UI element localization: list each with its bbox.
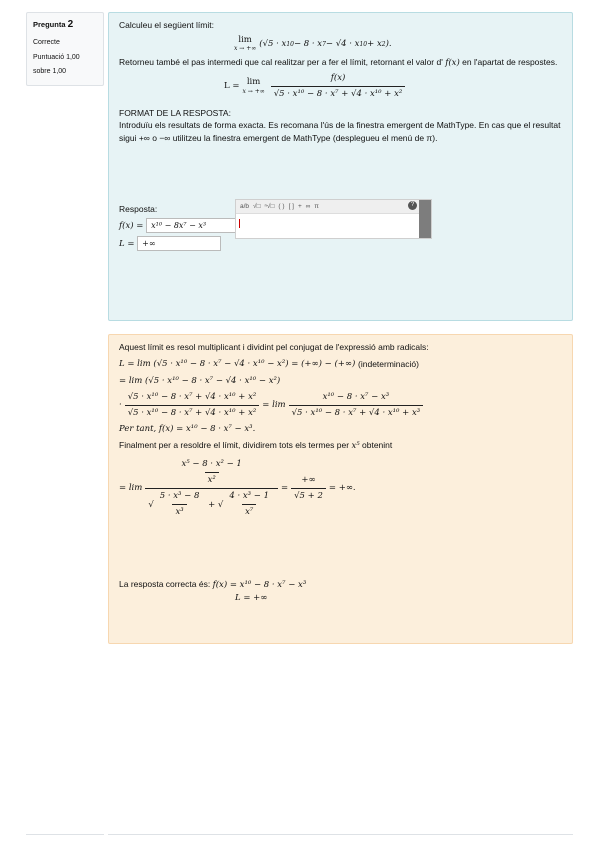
answer-fx-input[interactable]: x¹⁰ − 8x⁷ − x³ [146, 218, 238, 233]
feedback-panel [108, 334, 573, 644]
sqrt-button[interactable]: √□ [253, 203, 261, 210]
correct-answer: La resposta correcta és: f(x) = x¹⁰ − 8 · x⁷ − x³ [119, 579, 307, 591]
answer-L-row: L = +∞ [119, 236, 562, 251]
feedback-line-1: L = lim (√5 · x¹⁰ − 8 · x⁷ − √4 · x¹⁰ − x²) = (+∞) − (+∞) (indeterminació) [119, 358, 419, 369]
footer-divider-right [108, 834, 573, 835]
correct-L: L = +∞ [235, 593, 268, 603]
question-info-panel [26, 12, 104, 86]
fraction-button[interactable]: a/b [240, 203, 250, 210]
format-title: FORMAT DE LA RESPOSTA: [119, 107, 231, 118]
editor-scrollbar[interactable] [419, 200, 431, 238]
question-state: Correcte [33, 39, 60, 46]
L-fraction: $\frac{f(x)}{\text{√5 · x¹⁰ − 8 · x⁷ + √4 · x¹⁰ + x²}}$ [271, 72, 406, 101]
response-label: Resposta: [119, 203, 158, 214]
mathtype-toolbar [236, 200, 431, 214]
question-instructions: Retorneu també el pas intermedi que cal realitzar per a fer el límit, retornant el valor d' f(x) en l'apartat de respostes. [119, 57, 558, 69]
footer-divider-left [26, 834, 104, 835]
editor-caret [239, 219, 240, 228]
answer-L-input[interactable]: +∞ [137, 236, 221, 251]
answer-fx-row: f(x) = x¹⁰ − 8x⁷ − x³ [119, 218, 562, 233]
infinity-button[interactable]: ∞ [305, 203, 311, 210]
feedback-line-3: · $\frac{\text{√5 · x¹⁰ − 8 · x⁷ + √4 · x¹⁰ + x²}}{\text{√5 · x¹⁰ − 8 · x⁷ + √4 · x¹⁰ + x²}}$ = lim $\frac{\text{x¹⁰ − 8 · x⁷ − x³}}{\text{√5 · x¹⁰ − 8 · x⁷ + √4 · x¹⁰ + x³}}$ [119, 391, 562, 420]
per-tant: Per tant, f(x) = x¹⁰ − 8 · x⁷ − x³. [119, 423, 256, 434]
question-content [108, 12, 573, 321]
pi-menu-button[interactable]: π [314, 203, 319, 210]
nroot-button[interactable]: ⁿ√□ [264, 203, 275, 210]
format-text: Introduïu els resultats de forma exacta. Es recomana l'ús de la finestra emergent de MathType. En cas que el resultat sigui +∞ o −∞ utilitzeu la finestra emergent de MathType (desplegueu el menú de π). [119, 120, 561, 143]
score-line-1: Puntuació 1,00 [33, 53, 80, 61]
parentheses-button[interactable]: ( ) [278, 203, 285, 210]
question-number [33, 17, 97, 32]
L-definition: L = lim x → +∞ $\frac{f(x)}{\text{√5 · x¹⁰ − 8 · x⁷ + √4 · x¹⁰ + x²}}$ [224, 72, 562, 101]
finalment: Finalment per a resoldre el límit, dividirem tots els termes per x⁵ obtenint [119, 439, 393, 451]
limit-operator: lim x → +∞ [234, 34, 257, 53]
question-prompt: Calculeu el següent límit: [119, 20, 214, 30]
brackets-button[interactable]: [ ] [288, 203, 294, 210]
question-number-value: 2 [67, 19, 74, 30]
final-limit: = lim $\frac{\text{x⁵ − 8 · x² − 1}}{\text{x²}}$ √ $\frac{\text{5 · x³ − 8}}{\text{x³}}$ + √ $\frac{\text{4 · x³ − 1}}{\text{x⁷}}$ = $\frac{+\infty}{√5 + 2}$ = +∞. [119, 459, 356, 517]
feedback-line-2: = lim (√5 · x¹⁰ − 8 · x⁷ − √4 · x¹⁰ − x²) [119, 375, 281, 386]
plus-button[interactable]: + [297, 203, 302, 210]
score-line-2: sobre 1,00 [33, 68, 67, 75]
feedback-intro: Aquest límit es resol multiplicant i dividint pel conjugat de l'expressió amb radicals: [119, 342, 429, 352]
help-icon[interactable]: ? [408, 201, 417, 210]
question-prefix: Pregunta [33, 20, 66, 29]
limit-expression: lim x → +∞ (√5 · x 10 − 8 · x 7 − √4 · x 10 + x 2 ). [234, 34, 392, 53]
mathtype-editor[interactable] [235, 199, 432, 239]
